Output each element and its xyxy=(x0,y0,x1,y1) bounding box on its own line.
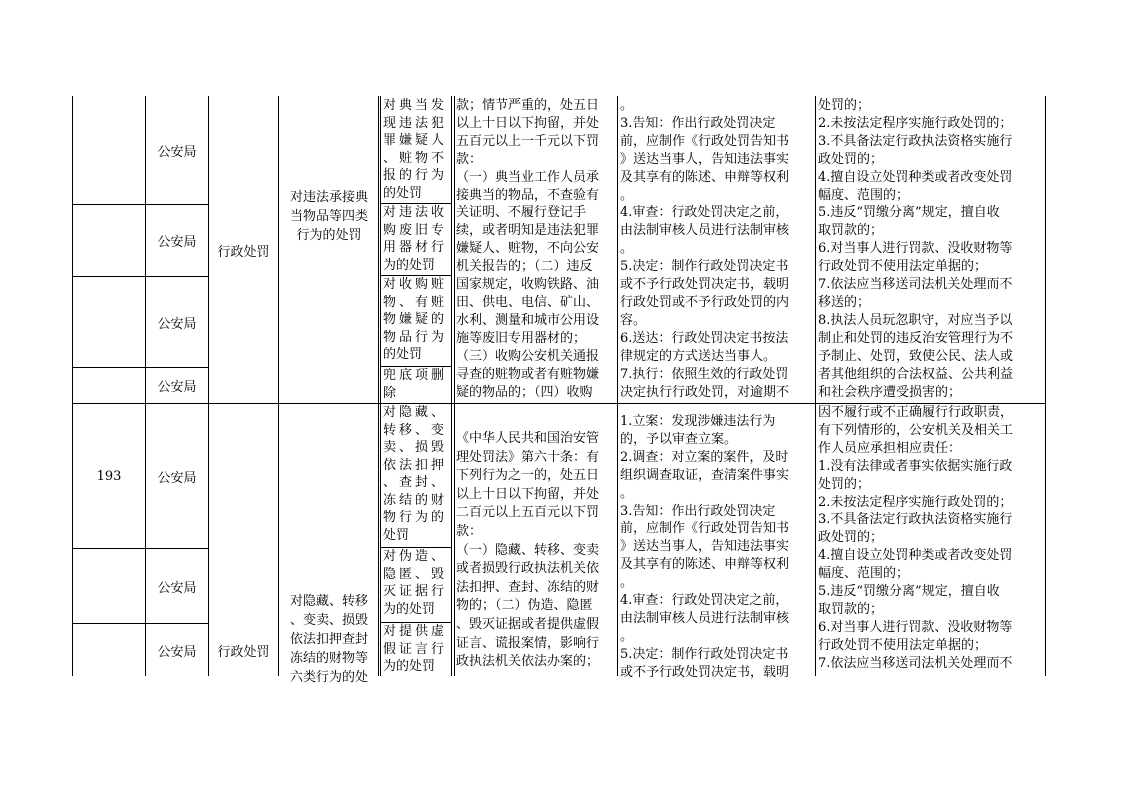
text-line: 。 xyxy=(620,241,634,257)
text-line: 或者损毁行政执法机关依 xyxy=(456,561,600,577)
text-line: 及其享有的陈述、申辩等权利 xyxy=(620,169,790,185)
text-line: 7.依法应当移送司法机关处理而不 xyxy=(818,655,1013,671)
grid-line xyxy=(454,96,455,676)
text-line: 取罚款的； xyxy=(818,223,884,239)
text-line: 对违法承接典 xyxy=(289,190,368,205)
text-line: 取罚款的； xyxy=(818,601,884,617)
text-line: （三）收购公安机关通报 xyxy=(456,348,600,364)
text-line: 行政处罚或不予行政处罚的内 xyxy=(620,294,790,310)
text-line: 2.未按法定程序实施行政处罚的； xyxy=(818,115,1013,131)
power-name-cell xyxy=(281,592,377,685)
text-line: 嫌疑人、赃物，不向公安 xyxy=(456,241,600,257)
text-line: 5.违反“罚缴分离”规定，擅自收 xyxy=(818,205,1000,221)
text-line: （一）隐藏、转移、变卖 xyxy=(456,542,600,558)
text-line: 律规定的方式送达当事人。 xyxy=(620,348,777,364)
agency-cell: 公安局 xyxy=(157,380,197,395)
text-line: 现违法犯 xyxy=(383,115,448,131)
text-line: 对收购赃 xyxy=(383,277,448,292)
text-line: 移送的； xyxy=(818,294,871,310)
text-line: 接典当的物品，不查验有 xyxy=(456,187,600,203)
text-line: 的处罚 xyxy=(383,185,423,201)
text-line: 3.告知：作出行政处罚决定 xyxy=(620,503,776,519)
text-line: 关证明、不履行登记手 xyxy=(456,205,587,221)
text-line: 政处罚的； xyxy=(818,530,884,546)
text-line: 款；情节严重的，处五日 xyxy=(456,98,600,113)
text-line: 冻结的财物等 xyxy=(289,651,368,666)
text-line: 处罚 xyxy=(383,527,410,543)
text-line: 5.违反“罚缴分离”规定，擅自收 xyxy=(818,584,1000,600)
sub-item-cell xyxy=(383,367,449,403)
text-line: 卖、损毁 xyxy=(383,440,448,455)
text-line: 用器材行 xyxy=(383,240,448,255)
text-line: 转移、变 xyxy=(383,422,448,438)
text-line: 对隐藏、转移 xyxy=(289,594,368,609)
grid-line xyxy=(451,404,452,676)
text-line: 六类行为的处 xyxy=(289,670,368,685)
text-line: 理处罚法》第六十条：有 xyxy=(456,449,600,465)
sub-item-cell xyxy=(383,623,449,676)
text-line: 为的处罚 xyxy=(383,257,436,273)
text-line: 对典当发 xyxy=(383,98,448,113)
text-line: 或不予行政处罚决定书，载明 xyxy=(620,277,790,293)
agency-cell: 公安局 xyxy=(157,644,197,660)
text-line: 下列行为之一的，处五日 xyxy=(456,468,600,484)
text-line: 者其他组织的合法权益、公共利益 xyxy=(818,366,1014,382)
text-line: 6.对当事人进行罚款、没收财物等 xyxy=(818,619,1013,635)
text-line: 假证言行 xyxy=(383,641,448,657)
text-line: 、赃物不 xyxy=(383,150,448,166)
text-line: 购废旧专 xyxy=(383,222,448,238)
text-line: 4.擅自设立处罚种类或者改变处罚 xyxy=(818,169,1013,185)
text-line: 4.审查：行政处罚决定之前， xyxy=(620,593,789,609)
text-line: 物嫌疑的 xyxy=(383,312,448,327)
power-type-cell: 行政处罚 xyxy=(217,644,270,660)
grid-line xyxy=(380,96,381,403)
text-line: 。 xyxy=(620,628,634,644)
text-line: 6.对当事人进行罚款、没收财物等 xyxy=(818,241,1013,257)
text-line: 物行为的 xyxy=(383,510,448,525)
text-line: 法扣押、查封、冻结的财 xyxy=(456,579,600,595)
text-line: 对提供虚 xyxy=(383,624,448,639)
text-line: 5.决定：制作行政处罚决定书 xyxy=(620,646,789,662)
text-line: 对隐藏、 xyxy=(383,405,448,420)
text-line: 8.执法人员玩忽职守，对应当予以 xyxy=(818,312,1013,328)
text-line: 证言、谎报案情，影响行 xyxy=(456,635,600,651)
text-line: 兜底项删 xyxy=(383,368,448,383)
text-line: 疑的物品的；（四）收购 xyxy=(456,384,593,400)
legal-basis-cell xyxy=(456,430,616,676)
text-line: 和社会秩序遭受损害的； xyxy=(818,384,962,400)
grid-line xyxy=(380,404,381,676)
text-line: 款： xyxy=(456,523,483,539)
text-line: 及其享有的陈述、申辩等权利 xyxy=(620,557,790,573)
text-line: 依法扣押 xyxy=(383,457,448,473)
text-line: 1.立案：发现涉嫌违法行为 xyxy=(620,414,776,429)
text-line: 2.未按法定程序实施行政处罚的； xyxy=(818,494,1013,510)
text-line: 施等废旧专用器材的； xyxy=(456,330,587,346)
text-line: 3.不具备法定行政执法资格实施行 xyxy=(818,512,1013,528)
text-line: 。 xyxy=(620,575,634,591)
text-line: 6.送达：行政处罚决定书按法 xyxy=(620,330,789,346)
text-line: 由法制审核人员进行法制审核 xyxy=(620,223,790,239)
text-line: 。 xyxy=(620,98,634,113)
text-line: 行为的处罚 xyxy=(296,228,362,243)
text-line: 7.依法应当移送司法机关处理而不 xyxy=(818,277,1013,293)
text-line: 处罚的； xyxy=(818,98,871,113)
agency-cell: 公安局 xyxy=(157,316,197,332)
text-line: 3.不具备法定行政执法资格实施行 xyxy=(818,133,1013,149)
text-line: 罪嫌疑人 xyxy=(383,133,448,148)
text-line: 国家规定，收购铁路、油 xyxy=(456,277,600,293)
text-line: 2.调查：对立案的案件，及时 xyxy=(620,449,789,465)
text-line: 当物品等四类 xyxy=(289,209,368,224)
text-line: 。 xyxy=(620,485,634,501)
process-cell xyxy=(620,413,815,680)
text-line: 行政处罚不使用法定单据的； xyxy=(818,259,988,275)
agency-cell: 公安局 xyxy=(157,470,197,486)
text-line: 物、有赃 xyxy=(383,294,448,310)
text-line: 依法扣押查封 xyxy=(289,632,368,647)
grid-line xyxy=(617,96,618,676)
text-line: 、查封、 xyxy=(383,475,448,490)
text-line: 机关报告的；（二）违反 xyxy=(456,259,593,275)
text-line: 续，或者明知是违法犯罪 xyxy=(456,223,600,239)
text-line: 、毁灭证据或者提供虚假 xyxy=(456,616,600,632)
power-name-cell xyxy=(281,188,377,250)
sub-item-cell xyxy=(383,276,449,366)
text-line: 决定执行行政处罚，对逾期不 xyxy=(620,384,790,400)
grid-line xyxy=(1045,96,1046,676)
text-line: 3.告知：作出行政处罚决定 xyxy=(620,115,776,131)
text-line: 以上十日以下拘留，并处 xyxy=(456,486,600,502)
sub-item-cell xyxy=(383,548,449,622)
text-line: 为的处罚 xyxy=(383,601,436,617)
grid-line xyxy=(378,96,379,676)
liability-cell xyxy=(818,404,1044,676)
text-line: 1.没有法律或者事实依据实施行政 xyxy=(818,458,1013,474)
power-type-cell: 行政处罚 xyxy=(217,244,270,260)
text-line: 寻查的赃物或者有赃物嫌 xyxy=(456,366,600,382)
sub-item-cell xyxy=(383,404,449,547)
text-line: 对违法收 xyxy=(383,205,448,220)
text-line: 物品行为 xyxy=(383,329,448,345)
text-line: （一）典当业工作人员承 xyxy=(456,169,600,185)
text-line: 》送达当事人，告知违法事实 xyxy=(620,539,790,555)
text-line: 为的处罚 xyxy=(383,659,436,674)
text-line: 行政处罚不使用法定单据的； xyxy=(818,637,988,653)
legal-basis-cell xyxy=(456,97,616,403)
text-line: 有下列情形的，公安机关及相关工 xyxy=(818,422,1014,438)
text-line: 灭证据行 xyxy=(383,584,448,599)
text-line: 4.审查：行政处罚决定之前， xyxy=(620,205,789,221)
agency-cell: 公安局 xyxy=(157,145,197,160)
text-line: 、变卖、损毁 xyxy=(289,613,368,628)
text-line: 冻结的财 xyxy=(383,492,448,508)
agency-cell: 公安局 xyxy=(157,235,197,250)
grid-line xyxy=(278,96,279,676)
text-line: 五百元以上一千元以下罚 xyxy=(456,133,600,149)
text-line: 隐匿、毁 xyxy=(383,566,448,582)
text-line: 作人员应承担相应责任： xyxy=(818,440,962,456)
text-line: 以上十日以下拘留，并处 xyxy=(456,115,600,131)
text-line: 政处罚的； xyxy=(818,151,884,167)
text-line: 由法制审核人员进行法制审核 xyxy=(620,610,790,626)
text-line: 前，应制作《行政处罚告知书 xyxy=(620,133,790,149)
text-line: 处罚的； xyxy=(818,476,871,492)
text-line: 幅度、范围的； xyxy=(818,187,910,203)
text-line: 的，予以审查立案。 xyxy=(620,431,738,447)
text-line: 》送达当事人，告知违法事实 xyxy=(620,151,790,167)
text-line: 《中华人民共和国治安管 xyxy=(456,431,600,446)
text-line: 报的行为 xyxy=(383,168,448,183)
text-line: 因不履行或不正确履行行政职责， xyxy=(818,405,1014,420)
text-line: 田、供电、电信、矿山、 xyxy=(456,294,600,310)
text-line: 组织调查取证，查清案件事实 xyxy=(620,467,790,483)
sub-item-cell xyxy=(383,204,449,275)
text-line: 水利、测量和城市公用设 xyxy=(456,312,600,328)
text-line: 对伪造、 xyxy=(383,549,448,564)
process-cell xyxy=(620,97,815,403)
text-line: 予制止、处罚，致使公民、法人或 xyxy=(818,348,1014,364)
sub-item-cell xyxy=(383,97,449,203)
text-line: 除 xyxy=(383,385,397,401)
grid-line xyxy=(815,96,816,676)
text-line: 5.决定：制作行政处罚决定书 xyxy=(620,259,789,275)
liability-cell xyxy=(818,97,1044,403)
text-line: 幅度、范围的； xyxy=(818,566,910,582)
text-line: 款： xyxy=(456,151,483,167)
text-line: 。 xyxy=(620,187,634,203)
text-line: 制止和处罚的违反治安管理行为不 xyxy=(818,330,1014,346)
text-line: 或不予行政处罚决定书，载明 xyxy=(620,664,790,680)
agency-cell: 公安局 xyxy=(157,580,197,596)
row-number xyxy=(73,97,145,403)
grid-line xyxy=(451,96,452,403)
text-line: 政执法机关依法办案的； xyxy=(456,654,600,670)
text-line: 的处罚 xyxy=(383,347,423,362)
row-number: 193 xyxy=(96,468,122,484)
text-line: 二百元以上五百元以下罚 xyxy=(456,505,600,521)
text-line: 7.执行：依照生效的行政处罚 xyxy=(620,366,789,382)
text-line: 前，应制作《行政处罚告知书 xyxy=(620,521,790,537)
text-line: 4.擅自设立处罚种类或者改变处罚 xyxy=(818,548,1013,564)
text-line: 物的；（二）伪造、隐匿 xyxy=(456,598,593,614)
text-line: 容。 xyxy=(620,312,647,328)
